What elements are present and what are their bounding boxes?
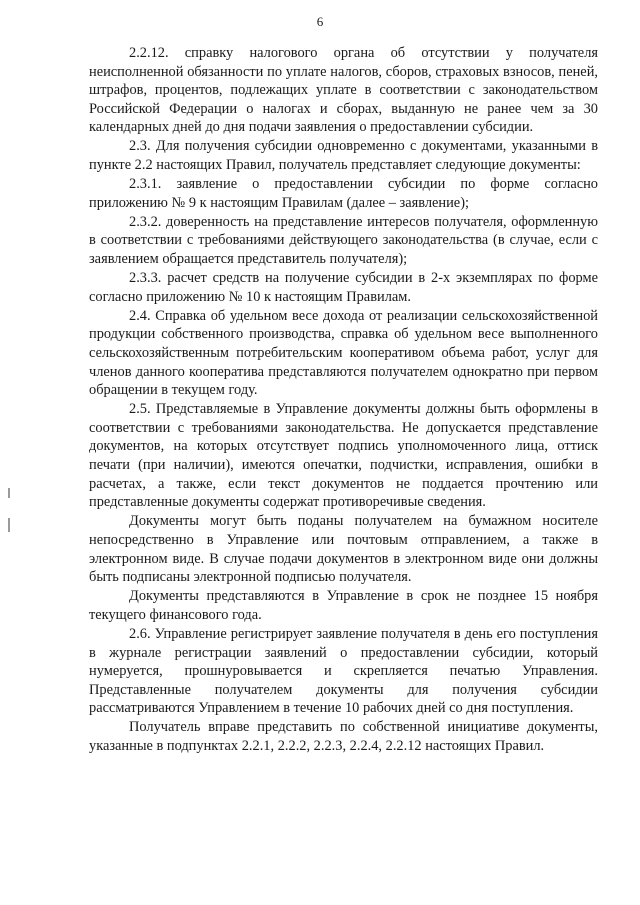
paragraph-2-3: 2.3. Для получения субсидии одновременно с документами, указанными в пункте 2.2 настоящих Правил, получатель представляет следующие документы:	[89, 138, 598, 174]
paragraph-2-4: 2.4. Справка об удельном весе дохода от реализации сельскохозяйственной продукции собственного производства, справка об удельном весе выполненного сельскохозяйственным потребительским кооперативом объема работ, услуг для членов данного кооператива представляются получателем однократно при первом обращении в текущем году.	[89, 307, 598, 399]
paragraph-2-5: 2.5. Представляемые в Управление документы должны быть оформлены в соответствии с требованиями законодательства. Не допускается представление документов, на которых отсутствует подпись уполномоченного лица, оттиск печати (при наличии), имеются опечатки, подчистки, исправления, ошибки в расчетах, а также, если текст документов не поддается прочтению или представленные документы содержат противоречивые сведения.	[89, 401, 598, 511]
document-body	[89, 44, 598, 756]
paragraph-submission: Документы могут быть поданы получателем на бумажном носителе непосредственно в Управление или почтовым отправлением, а также в электронном виде. В случае подачи документов в электронном виде они должны быть подписаны электронной подписью получателя.	[89, 513, 598, 586]
paragraph-own-initiative: Получатель вправе представить по собственной инициативе документы, указанные в подпунктах 2.2.1, 2.2.2, 2.2.3, 2.2.4, 2.2.12 настоящих Правил.	[89, 719, 598, 754]
paragraph-2-3-2: 2.3.2. доверенность на представление интересов получателя, оформленную в соответствии с требованиями действующего законодательства (в случае, если с заявлением обращается представитель получателя);	[89, 213, 598, 268]
paragraph-2-3-1: 2.3.1. заявление о предоставлении субсидии по форме согласно приложению № 9 к настоящим Правилам (далее – заявление);	[89, 176, 598, 211]
paragraph-2-3-3: 2.3.3. расчет средств на получение субсидии в 2-х экземплярах по форме согласно приложению № 10 к настоящим Правилам.	[89, 270, 598, 305]
paragraph-2-6: 2.6. Управление регистрирует заявление получателя в день его поступления в журнале регистрации заявлений о предоставлении субсидии, который нумеруется, прошнуровывается и скрепляется печатью Управления. Представленные получателем документы для получения субсидии рассматриваются Управлением в течение 10 рабочих дней со дня поступления.	[89, 625, 598, 717]
page-number: 6	[316, 14, 324, 29]
paragraph-deadline: Документы представляются в Управление в срок не позднее 15 ноября текущего финансового года.	[89, 588, 598, 623]
binding-mark	[8, 488, 10, 498]
paragraph-2-2-12: 2.2.12. справку налогового органа об отсутствии у получателя неисполненной обязанности по уплате налогов, сборов, страховых взносов, пеней, штрафов, процентов, подлежащих уплате в соответствии с законодательством Российской Федерации о налогах и сборах, выданную не ранее чем за 30 календарных дней до дня подачи заявления о предоставлении субсидии.	[89, 45, 598, 136]
binding-mark	[8, 518, 10, 532]
